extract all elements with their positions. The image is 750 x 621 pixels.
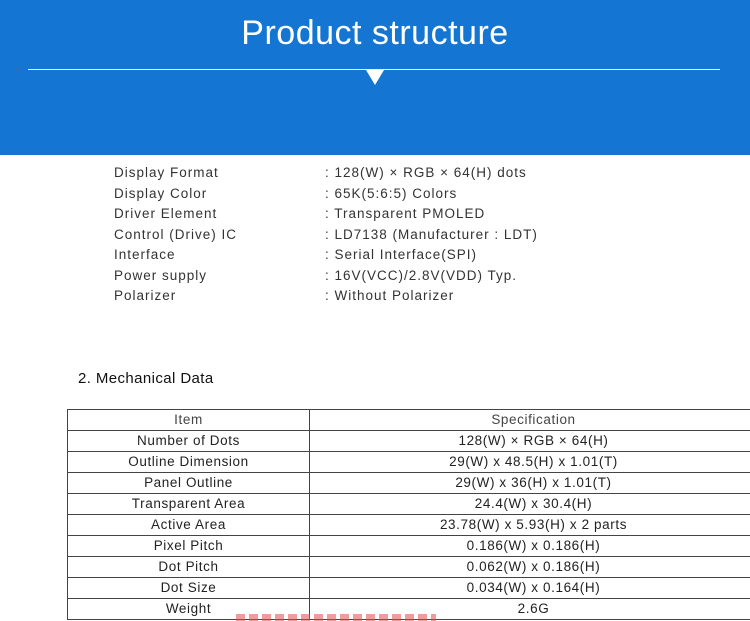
mechanical-data-table — [67, 409, 750, 620]
row-specification: 0.062(W) x 0.186(H) — [310, 557, 750, 578]
header-banner — [0, 0, 750, 155]
table-header-row — [68, 410, 750, 431]
row-specification: 0.186(W) x 0.186(H) — [310, 536, 750, 557]
spec-row — [114, 245, 714, 266]
spec-label: Power supply — [114, 267, 208, 283]
spec-value: : Without Polarizer — [325, 288, 455, 303]
spec-value: : LD7138 (Manufacturer : LDT) — [325, 226, 538, 242]
row-item: Pixel Pitch — [68, 536, 310, 557]
spec-row — [114, 225, 714, 246]
row-item: Outline Dimension — [68, 452, 310, 473]
table-row — [68, 473, 750, 494]
spec-row — [114, 184, 714, 205]
table-row — [68, 557, 750, 578]
table-row — [68, 431, 750, 452]
row-item: Active Area — [68, 515, 310, 536]
down-arrow-icon — [366, 70, 384, 85]
spec-row — [114, 204, 714, 225]
page-title: Product structure — [241, 14, 509, 52]
table-row — [68, 515, 750, 536]
row-item: Panel Outline — [68, 473, 310, 494]
row-item: Weight — [68, 599, 310, 620]
table-row — [68, 536, 750, 557]
cropped-red-text-decoration — [236, 614, 436, 621]
table-row — [68, 452, 750, 473]
row-specification: 23.78(W) x 5.93(H) x 2 parts — [310, 515, 750, 536]
spec-row — [114, 266, 714, 287]
row-specification: 29(W) x 36(H) x 1.01(T) — [310, 473, 750, 494]
spec-label: Display Format — [114, 165, 219, 180]
spec-value: : 65K(5:6:5) Colors — [325, 185, 458, 201]
row-item: Transparent Area — [68, 494, 310, 515]
spec-value: : 128(W) × RGB × 64(H) dots — [325, 165, 527, 180]
product-spec-list — [114, 163, 714, 307]
table-row — [68, 494, 750, 515]
row-item: Dot Size — [68, 578, 310, 599]
table-row — [68, 578, 750, 599]
row-specification: 24.4(W) x 30.4(H) — [310, 494, 750, 515]
row-specification: 29(W) x 48.5(H) x 1.01(T) — [310, 452, 750, 473]
spec-label: Control (Drive) IC — [114, 226, 238, 242]
row-item: Number of Dots — [68, 431, 310, 452]
spec-value: : 16V(VCC)/2.8V(VDD) Typ. — [325, 267, 518, 283]
column-header-specification: Specification — [310, 410, 750, 431]
spec-row — [114, 163, 714, 184]
column-header-item: Item — [68, 410, 310, 431]
row-specification: 128(W) × RGB × 64(H) — [310, 431, 750, 452]
spec-label: Display Color — [114, 185, 208, 201]
section-heading-mechanical: 2. Mechanical Data — [78, 370, 214, 387]
spec-value: : Transparent PMOLED — [325, 206, 486, 221]
spec-label: Interface — [114, 247, 176, 262]
row-specification: 0.034(W) x 0.164(H) — [310, 578, 750, 599]
row-specification: 2.6G — [310, 599, 750, 620]
spec-label: Driver Element — [114, 206, 218, 221]
row-item: Dot Pitch — [68, 557, 310, 578]
spec-row — [114, 286, 714, 307]
spec-value: : Serial Interface(SPI) — [325, 247, 478, 262]
spec-label: Polarizer — [114, 288, 177, 303]
